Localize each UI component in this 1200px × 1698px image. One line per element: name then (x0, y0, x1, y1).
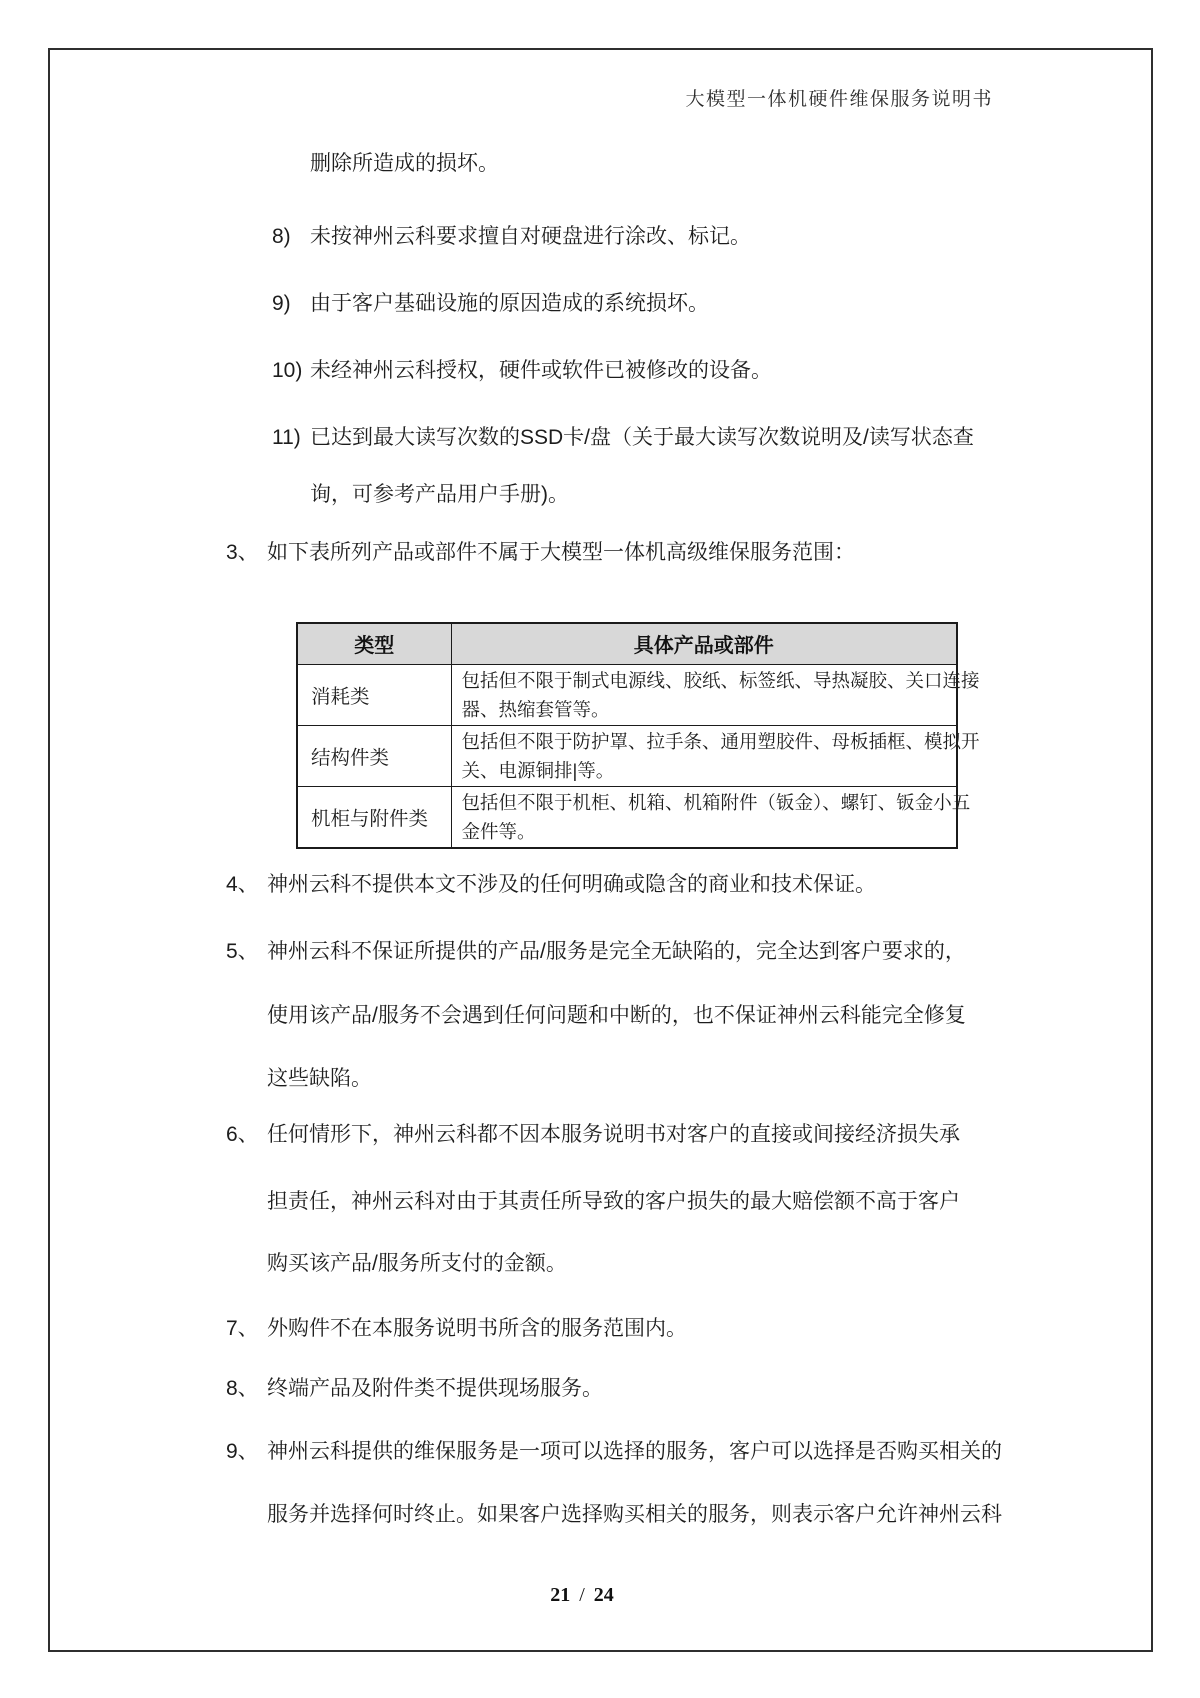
detail-cell (451, 664, 980, 725)
list-item-number: 4、 (226, 873, 259, 896)
list-item-3 (0, 539, 1200, 569)
list-item-9p (0, 290, 1200, 320)
list-item-text: 未按神州云科要求擅自对硬盘进行涂改、标记。 (310, 225, 751, 248)
table-row (297, 664, 957, 725)
type-cell: 消耗类 (297, 664, 451, 725)
list-item-number: 7、 (226, 1317, 259, 1340)
list-item-text: 购买该产品/服务所支付的金额。 (267, 1252, 567, 1275)
list-item-7 (0, 1315, 1200, 1345)
list-item-6-continuation (0, 1188, 1200, 1218)
list-item-text: 终端产品及附件类不提供现场服务。 (267, 1377, 603, 1400)
list-item-5-continuation (0, 1065, 1200, 1095)
list-item-11p-continuation (0, 481, 1200, 511)
list-item-text: 神州云科提供的维保服务是一项可以选择的服务，客户可以选择是否购买相关的 (267, 1440, 1002, 1463)
list-item-number: 8) (272, 225, 291, 248)
list-item-8 (0, 1375, 1200, 1405)
list-item-6-continuation (0, 1250, 1200, 1280)
cell-line: 包括但不限于制式电源线、胶纸、标签纸、导热凝胶、关口连接 (461, 669, 980, 691)
cell-line: 包括但不限于防护罩、拉手条、通用塑胶件、母板插框、模拟开 (461, 730, 980, 752)
list-item-text: 神州云科不保证所提供的产品/服务是完全无缺陷的，完全达到客户要求的， (267, 940, 966, 963)
current-page-number: 21 (550, 1584, 571, 1606)
list-item-10p (0, 357, 1200, 387)
page-footer (0, 1584, 1164, 1607)
page-border-frame (48, 48, 1153, 1652)
list-item-text: 外购件不在本服务说明书所含的服务范围内。 (267, 1317, 687, 1340)
list-item-8p (0, 223, 1200, 253)
list-item-6 (0, 1121, 1200, 1151)
excluded-products-table (296, 622, 980, 849)
list-item-text: 服务并选择何时终止。如果客户选择购买相关的服务，则表示客户允许神州云科 (267, 1503, 1002, 1526)
page-header-title: 大模型一体机硬件维保服务说明书 (685, 89, 993, 110)
list-item-text: 这些缺陷。 (267, 1067, 372, 1090)
list-item-number: 6、 (226, 1123, 259, 1146)
list-item-5-continuation (0, 1002, 1200, 1032)
list-item-text: 已达到最大读写次数的SSD卡/盘（关于最大读写次数说明及/读写状态查 (310, 426, 974, 449)
table-header-type: 类型 (297, 623, 451, 664)
list-item-number: 8、 (226, 1377, 259, 1400)
list-item-9-continuation (0, 1501, 1200, 1531)
list-item-text: 使用该产品/服务不会遇到任何问题和中断的，也不保证神州云科能完全修复 (267, 1004, 966, 1027)
table-header-row (297, 623, 957, 664)
total-page-count: 24 (593, 1584, 614, 1606)
detail-cell (451, 725, 980, 786)
page-separator: / (579, 1584, 585, 1606)
list-item-11p (0, 424, 1200, 454)
list-item-text: 删除所造成的损坏。 (310, 152, 499, 175)
table-row (297, 725, 957, 786)
list-item-text: 询，可参考产品用户手册)。 (310, 483, 569, 506)
list-item-text: 未经神州云科授权，硬件或软件已被修改的设备。 (310, 359, 772, 382)
list-item-text: 由于客户基础设施的原因造成的系统损坏。 (310, 292, 709, 315)
list-item-continuation (0, 150, 1200, 180)
table-row (297, 786, 957, 848)
list-item-number: 9) (272, 292, 291, 315)
table-header-detail: 具体产品或部件 (451, 623, 957, 664)
list-item-9 (0, 1438, 1200, 1468)
detail-cell (451, 786, 971, 848)
cell-line: 金件等。 (461, 820, 536, 842)
list-item-text: 神州云科不提供本文不涉及的任何明确或隐含的商业和技术保证。 (267, 873, 876, 896)
list-item-text: 如下表所列产品或部件不属于大模型一体机高级维保服务范围： (267, 541, 855, 564)
list-item-text: 担责任，神州云科对由于其责任所导致的客户损失的最大赔偿额不高于客户 (267, 1190, 960, 1213)
list-item-number: 11) (272, 426, 301, 449)
list-item-4 (0, 871, 1200, 901)
list-item-number: 3、 (226, 541, 259, 564)
cell-line: 器、热缩套管等。 (461, 698, 610, 720)
list-item-5 (0, 938, 1200, 968)
list-item-number: 10) (272, 359, 303, 382)
type-cell: 机柜与附件类 (297, 786, 451, 848)
cell-line: 关、电源铜排|等。 (461, 759, 615, 781)
list-item-number: 9、 (226, 1440, 259, 1463)
list-item-number: 5、 (226, 940, 259, 963)
list-item-text: 任何情形下，神州云科都不因本服务说明书对客户的直接或间接经济损失承 (267, 1123, 960, 1146)
type-cell: 结构件类 (297, 725, 451, 786)
cell-line: 包括但不限于机柜、机箱、机箱附件（钣金）、螺钉、钣金小五 (461, 791, 971, 813)
